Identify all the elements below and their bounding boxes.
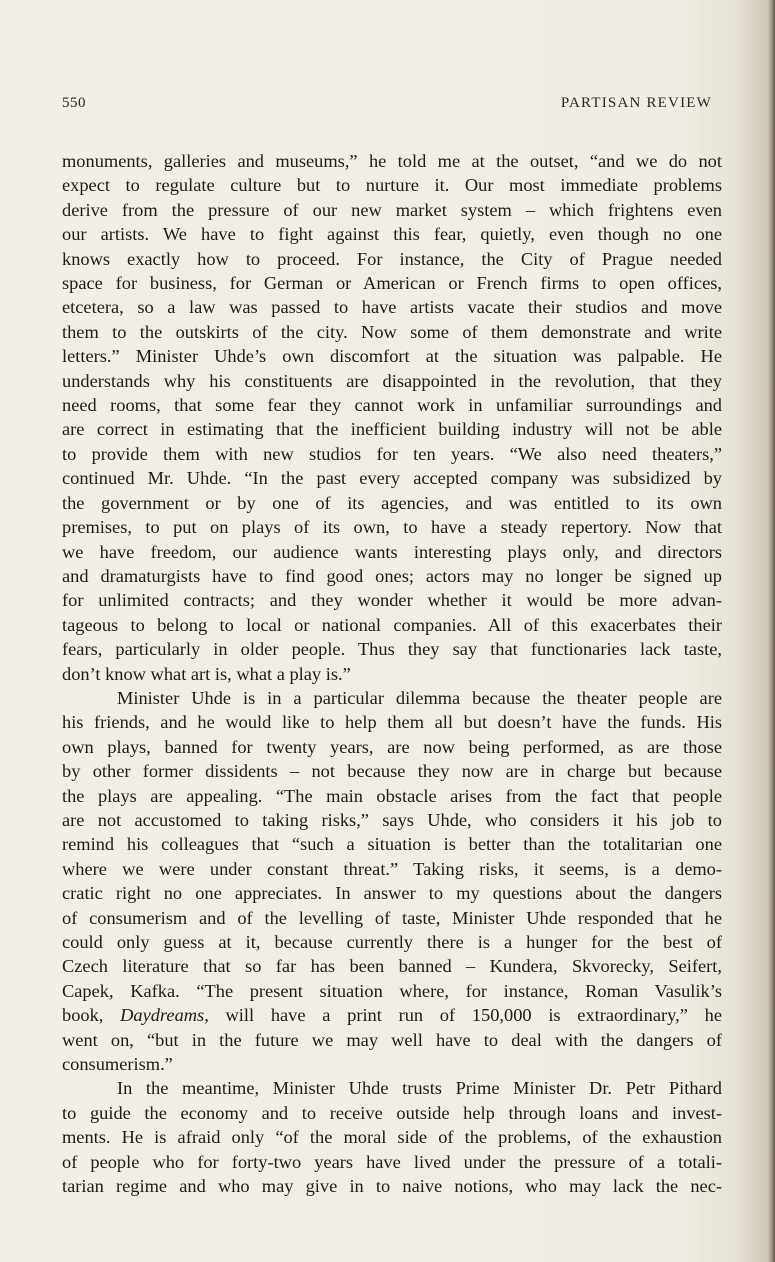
text-line: fears, particularly in older people. Thus they say that functionaries lack taste, [62,639,722,660]
book-title-italic: Daydreams, [120,1005,209,1026]
text-line: space for business, for German or American or French firms to open offices, [62,273,722,294]
text-line: cratic right no one appreciates. In answer to my questions about the dangers [62,883,722,904]
text-line: the government or by one of its agencies, and was entitled to its own [62,492,722,513]
text-line: derive from the pressure of our new market system – which frightens even [62,199,722,220]
text-line: ments. He is afraid only “of the moral side of the problems, of the exhaustion [62,1127,722,1148]
text-line: monuments, galleries and museums,” he told me at the outset, “and we do not [62,151,722,171]
page-number: 550 [62,95,86,111]
text-line: knows exactly how to proceed. For instance, the City of Prague needed [62,248,722,269]
text-line: to guide the economy and to receive outside help through loans and invest- [62,1102,722,1123]
text-line: where we were under constant threat.” Taking risks, it seems, is a demo- [62,858,722,879]
text-line: remind his colleagues that “such a situation is better than the totalitarian one [62,834,722,855]
text-line: need rooms, that some fear they cannot work in unfamiliar surroundings and [62,395,722,416]
text-line: Minister Uhde is in a particular dilemma because the theater people are [117,687,722,708]
text-run: will have a print run of 150,000 is extraordinary,” he [208,1005,722,1026]
text-line: of people who for forty-two years have lived under the pressure of a totali- [62,1151,722,1172]
text-line: his friends, and he would like to help them all but doesn’t have the funds. His [62,712,722,733]
text-line: continued Mr. Uhde. “In the past every accepted company was subsidized by [62,468,722,489]
text-line: tarian regime and who may give in to naive notions, who may lack the nec- [62,1176,722,1197]
text-line: could only guess at it, because currently there is a hunger for the best of [62,932,722,952]
paragraph [62,686,722,1077]
text-line: we have freedom, our audience wants interesting plays only, and directors [62,541,722,562]
text-run: book, [62,1005,121,1026]
text-line: for unlimited contracts; and they wonder whether it would be more advan- [62,590,722,611]
body-text [62,149,722,1198]
text-line: own plays, banned for twenty years, are now being performed, as are those [62,736,722,757]
text-line: In the meantime, Minister Uhde trusts Prime Minister Dr. Petr Pithard [117,1078,722,1099]
text-line: don’t know what art is, what a play is.” [62,663,351,684]
text-line: by other former dissidents – not because they now are in charge but because [62,761,722,782]
text-line: of consumerism and of the levelling of taste, Minister Uhde responded that he [62,907,722,928]
journal-title: PARTISAN REVIEW [560,95,712,111]
paragraph [62,149,722,686]
text-line: are not accustomed to taking risks,” says Uhde, who considers it his job to [62,809,722,830]
page-gutter-shadow [767,0,775,1262]
text-line: our artists. We have to fight against this fear, quietly, even though no one [62,224,722,245]
text-line: understands why his constituents are disappointed in the revolution, that they [62,370,722,391]
text-line: them to the outskirts of the city. Now some of them demonstrate and write [62,321,722,342]
text-line: consumerism.” [62,1054,173,1075]
text-line [62,1003,722,1027]
text-line: tageous to belong to local or national companies. All of this exacerbates their [62,614,722,635]
text-line: are correct in estimating that the inefficient building industry will not be able [62,419,722,440]
running-head [62,95,712,115]
text-line: premises, to put on plays of its own, to have a steady repertory. Now that [62,517,722,538]
text-line: Czech literature that so far has been banned – Kundera, Skvorecky, Seifert, [62,956,722,977]
text-line: the plays are appealing. “The main obstacle arises from the fact that people [62,785,722,806]
text-line: and dramaturgists have to find good ones; actors may no longer be signed up [62,565,722,586]
text-line: letters.” Minister Uhde’s own discomfort at the situation was palpable. He [62,346,722,367]
text-line: to provide them with new studios for ten years. “We also need theaters,” [62,443,722,464]
paragraph [62,1076,722,1198]
text-line: Capek, Kafka. “The present situation where, for instance, Roman Vasulik’s [62,980,722,1001]
text-line: expect to regulate culture but to nurture it. Our most immediate problems [62,175,722,196]
text-line: went on, “but in the future we may well have to deal with the dangers of [62,1029,722,1050]
text-line: etcetera, so a law was passed to have artists vacate their studios and move [62,297,722,318]
